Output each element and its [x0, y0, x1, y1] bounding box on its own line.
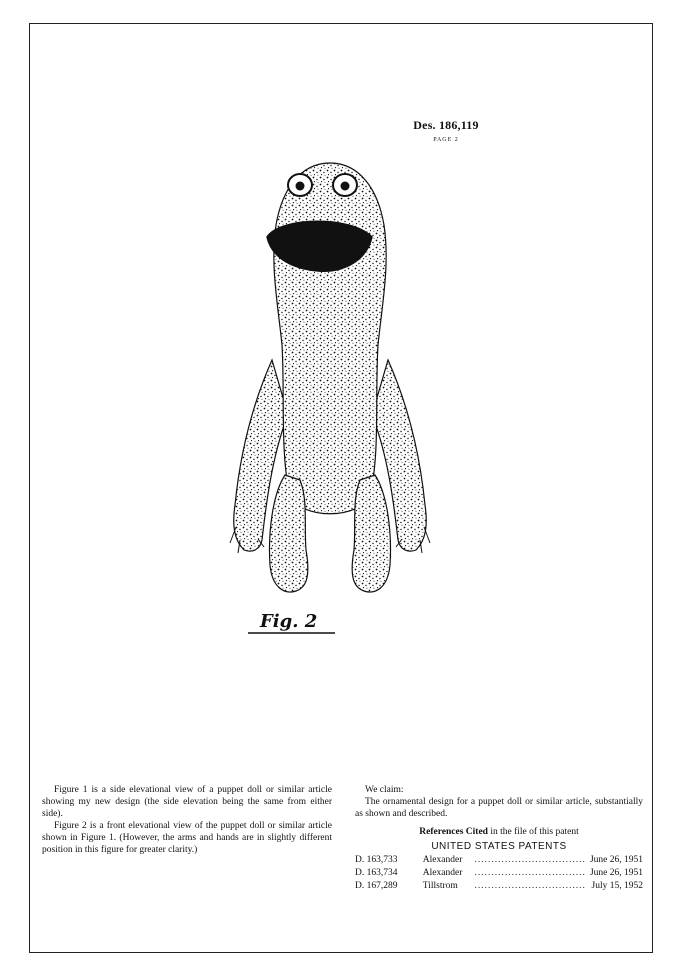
citation-row	[355, 854, 643, 866]
left-leg	[270, 475, 308, 592]
description-para-1: Figure 1 is a side elevational view of a puppet doll or similar article showing my new design (the side elevation being the same from either side).	[42, 785, 332, 819]
citation-row	[355, 880, 643, 892]
patent-number: Des. 186,119	[413, 118, 479, 132]
references-title-rest: in the file of this patent	[487, 827, 579, 837]
page-number: PAGE 2	[433, 137, 459, 143]
citation-name: Tillstrom	[422, 881, 458, 891]
leader-dots: .................................	[474, 881, 586, 891]
citation-date: July 15, 1952	[591, 881, 643, 891]
citation-date: June 26, 1951	[589, 868, 643, 878]
citation-number: D. 163,733	[355, 855, 398, 865]
svg-text:Fig. 2: Fig. 2	[260, 611, 318, 632]
claims-section	[355, 784, 643, 892]
right-pupil	[341, 182, 350, 191]
citation-name: Alexander	[422, 868, 463, 878]
head-and-torso	[274, 163, 386, 514]
leader-dots: .................................	[474, 855, 586, 865]
citation-row	[355, 867, 643, 879]
leader-dots: .................................	[474, 868, 586, 878]
left-pupil	[296, 182, 305, 191]
figure-description	[42, 784, 332, 856]
claim-text: The ornamental design for a puppet doll or similar article, substantially as shown and described.	[355, 797, 643, 819]
citation-number: D. 167,289	[355, 881, 398, 891]
references-section-title: UNITED STATES PATENTS	[431, 841, 567, 852]
claim-heading: We claim:	[365, 785, 404, 795]
right-leg	[352, 475, 390, 592]
references-title	[355, 826, 643, 838]
citation-date: June 26, 1951	[589, 855, 643, 865]
patent-header	[396, 118, 496, 143]
citation-name: Alexander	[422, 855, 463, 865]
citation-number: D. 163,734	[355, 868, 398, 878]
description-para-2: Figure 2 is a front elevational view of the puppet doll or similar article shown in Figure 1. (However, the arms and hands are in slightly different position in this figure for greater clarity.)	[42, 821, 332, 855]
puppet-drawing	[200, 155, 460, 645]
references-title-bold: References Cited	[419, 827, 488, 837]
figure-label	[248, 611, 335, 633]
